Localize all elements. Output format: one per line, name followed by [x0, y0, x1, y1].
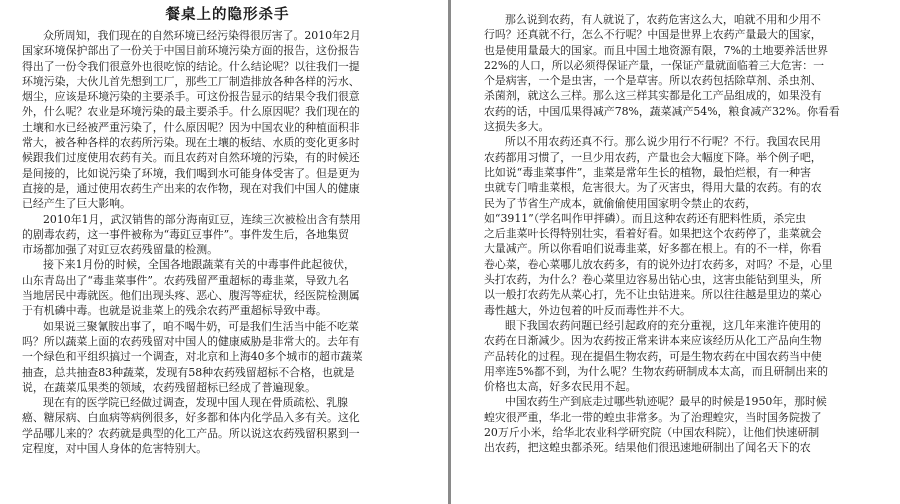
text-line: 国家环境保护部出了一份关于中国目前环境污染方面的报告，这份报告: [22, 44, 360, 58]
text-line: 抽查，总共抽查83种蔬菜，发现有58种农药残留超标不合格，也就是: [22, 365, 355, 379]
text-line: 农药在日渐减少。因为农药按正常来讲本来应该经历从化工产品向生物: [484, 334, 822, 348]
text-line: 常大，被各种各样的农药所污染。现在土壤的板结、水质的变化更多时: [22, 136, 360, 150]
text-line: 那么说到农药，有人就说了，农药危害这么大，咱就不用和少用不: [505, 13, 821, 26]
text-line: 山东青岛出了“毒韭菜事件”。农药残留严重超标的毒韭菜，导致九名: [22, 273, 349, 287]
text-line: 卷心菜，卷心菜哪儿放农药多，有的说外边打农药多，对吗？不是，心里: [484, 257, 833, 271]
left-page: [0, 0, 441, 504]
text-line: 接下来1月份的时候，全国各地跟蔬菜有关的中毒事件此起彼伏，: [43, 258, 355, 272]
text-line: 这损失多大。: [484, 120, 550, 134]
text-line: 用率连5%都不到，为什么呢？生物农药研制成本太高，而且研制出来的: [484, 364, 828, 378]
right-page: [458, 0, 900, 504]
text-line: 烟尘，应该是环境污染的主要杀手。可这份报告显示的结果令我们很意: [22, 90, 360, 104]
text-line: 虫就专门啃韭菜根，危害很大。为了灭害虫，得用大量的农药。有的农: [484, 181, 822, 195]
text-line: 如“3911”（学名叫作甲拌磷）。而且这种农药还有肥料性质，杀完虫: [484, 211, 807, 225]
text-line: 外，什么呢？农业是环境污染的最主要杀手。什么原因呢？我们现在的: [22, 105, 360, 119]
text-line: 农药都用习惯了，一旦少用农药，产量也会大幅度下降。举个例子吧，: [484, 150, 822, 164]
text-line: 价格也太高，好多农民用不起。: [484, 380, 637, 394]
left-page-body: [22, 28, 433, 456]
text-line: 行吗？还真就不行，怎么不行呢？中国是世界上农药产量最大的国家，: [484, 28, 822, 42]
text-line: 蝗灾很严重，华北一带的蝗虫非常多。为了治理蝗灾，当时国务院拨了: [484, 410, 822, 424]
text-line: 22%的人口，所以必须得保证产量，一保证产量就面临着三大危害：一: [484, 58, 825, 72]
text-line: 定程度，对中国人身体的危害特别大。: [22, 442, 208, 456]
text-line: 环境污染，大伙儿首先想到工厂，那些工厂制造排放各种各样的污水、: [22, 74, 360, 88]
text-line: 是间接的，比如说污染了环境，我们喝到水可能身体受害了。但是更为: [22, 166, 360, 180]
text-line: 候跟我们过度使用农药有关。而且农药对自然环境的污染，有的时候还: [22, 151, 360, 165]
text-line: 个是病害，一个是虫害，一个是草害。所以农药包括除草剂、杀虫剂、: [484, 74, 822, 88]
text-line: 如果说三聚氰胺出事了，咱不喝牛奶，可是我们生活当中能不吃菜: [43, 319, 359, 333]
text-line: 头打农药，为什么？卷心菜里边容易出钻心虫，这害虫能钻到里头，所: [484, 273, 822, 287]
text-line: 学品哪儿来的？农药就是典型的化工产品。所以说这农药残留积累到一: [22, 426, 360, 440]
text-line: 20万斤小米，给华北农业科学研究院（中国农科院），让他们快速研制: [484, 426, 820, 440]
text-line: 市场都加强了对豇豆农药残留量的检测。: [22, 243, 219, 257]
text-line: 民为了节省生产成本，就偷偷使用国家明令禁止的农药，: [484, 196, 757, 210]
page-title: 餐桌上的隐形杀手: [165, 7, 290, 23]
right-page-body: [484, 12, 892, 456]
text-line: 得出了一份令我们很意外也很吃惊的结论。什么结论呢？以往我们一提: [22, 59, 360, 73]
text-line: 毒性越大，外边包着的叶反而毒性并不大。: [484, 303, 691, 317]
text-line: 当地居民中毒就医。他们出现头疼、恶心、腹泻等症状，经医院检测属: [22, 289, 360, 303]
text-line: 产品转化的过程。现在提倡生物农药，可是生物农药在中国农药当中使: [484, 349, 822, 363]
text-line: 以一般打农药先从菜心打，先不让虫钻进来。所以往往越是里边的菜心: [484, 288, 822, 302]
page-divider: [448, 0, 451, 504]
text-line: 现在有的医学院已经做过调查，发现中国人现在骨质疏松、乳腺: [43, 396, 348, 410]
text-line: 中国农药生产到底走过哪些轨迹呢？最早的时候是1950年，那时候: [505, 395, 827, 409]
text-line: 之后韭菜叶长得特别壮实，看着好看。如果把这个农药停了，韭菜就会: [484, 227, 822, 241]
text-line: 也是使用量最大的国家。而且中国土地资源有限，7%的土地要养活世界: [484, 43, 828, 57]
text-line: 直接的是，通过使用农药生产出来的农作物，现在对我们中国人的健康: [22, 181, 360, 195]
text-line: 于有机磷中毒。也就是说韭菜上的残余农药严重超标导致中毒。: [22, 304, 327, 318]
text-line: 所以不用农药还真不行。那么说少用行不行呢？不行。我国农民用: [505, 135, 821, 149]
text-line: 大量减产。所以你看咱们说毒韭菜，好多都在根上。有的不一样，你看: [484, 242, 822, 256]
text-line: 众所周知，我们现在的自然环境已经污染得很厉害了。2010年2月: [43, 29, 361, 42]
text-line: 比如说“毒韭菜事件”，韭菜是常年生长的植物，最怕烂根，有一种害: [484, 165, 811, 179]
text-line: 2010年1月，武汉销售的部分海南豇豆，连续三次被检出含有禁用: [43, 212, 361, 226]
text-line: 一个绿色和平组织搞过一个调查，对北京和上海40多个城市的超市蔬菜: [22, 350, 363, 364]
text-line: 土壤和水已经被严重污染了，什么原因呢？因为中国农业的种植面积非: [22, 120, 360, 134]
text-line: 眼下我国农药问题已经引起政府的充分重视，这几年来淮许使用的: [505, 318, 821, 332]
text-line: 癌、糖尿病、白血病等病例很多，好多都和体内化学品入多有关。这化: [22, 411, 360, 425]
text-line: 出农药，把这蝗虫都杀死。结果他们很迅速地研制出了闻名天下的农: [484, 441, 811, 455]
text-line: 已经产生了巨大影响。: [22, 197, 131, 211]
text-line: 说，在蔬菜瓜果类的领域，农药残留超标已经成了普遍现象。: [22, 380, 317, 394]
text-line: 的剧毒农药，这一事件被称为“毒豇豆事件”。事件发生后，各地集贸: [22, 227, 349, 241]
text-line: 吗？所以蔬菜上面的农药残留对中国人的健康威胁是非常大的。去年有: [22, 334, 360, 348]
text-line: 农药的话，中国瓜果得减产78%，蔬菜减产54%，粮食减产32%。你看看: [484, 104, 840, 118]
text-line: 杀菌剂，就这么三样。那么这三样其实都是化工产品组成的，如果没有: [484, 89, 822, 103]
